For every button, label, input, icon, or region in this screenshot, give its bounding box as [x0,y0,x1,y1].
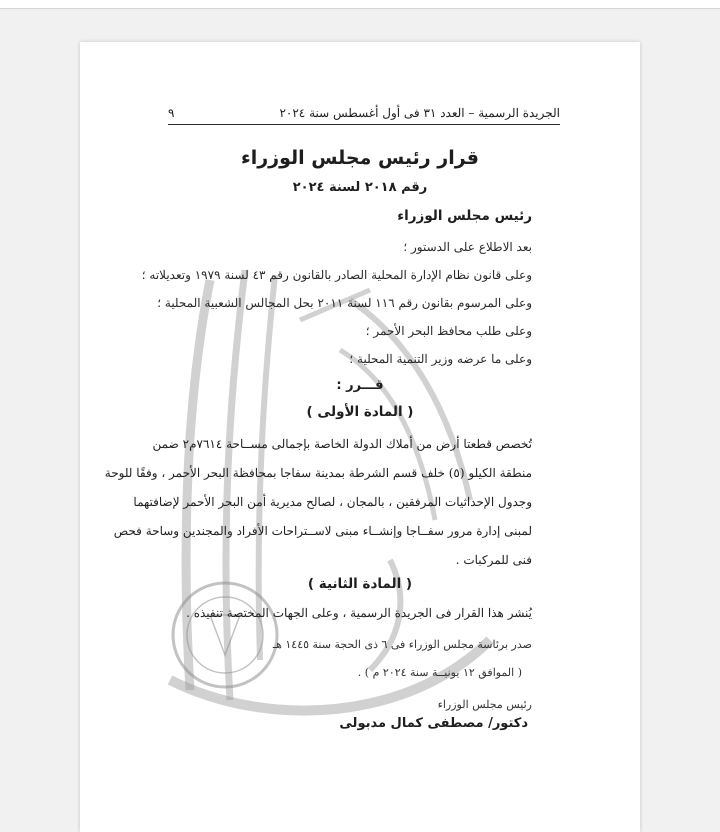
article-1-line: منطقة الكيلو (٥) خلف قسم الشرطة بمدينة سفاجا بمحافظة البحر الأحمر ، وفقًا للوحة [104,466,532,480]
page-number: ٩ [168,106,175,120]
issuer-heading: رئيس مجلس الوزراء [397,208,532,224]
running-header [168,106,560,125]
article-1-line: تُخصص قطعتا أرض من أملاك الدولة الخاصة بإجمالى مســاحة ٧٦١٤م٢ ضمن [152,437,532,451]
signature-name: دكتور/ مصطفى كمال مدبولى [339,716,528,731]
signature-title: رئيس مجلس الوزراء [437,698,532,711]
article-1-title: ( المادة الأولى ) [306,404,414,420]
article-1-line: لمبنى إدارة مرور سفــاجا وإنشــاء مبنى لاســتراحات الأفراد والمجندين وساحة فحص [113,524,532,538]
decree-title: قرار رئيس مجلس الوزراء [241,147,479,169]
running-title: الجريدة الرسمية – العدد ٣١ فى أول أغسطس سنة ٢٠٢٤ [279,106,560,120]
issue-date: صدر برئاسة مجلس الوزراء فى ٦ ذى الحجة سنة ١٤٤٥ هـ [272,638,532,651]
decided-heading: قـــرر : [336,378,384,393]
article-1-line: فنى للمركبات . [455,553,532,567]
preamble-line: وعلى ما عرضه وزير التنمية المحلية ؛ [349,352,532,366]
decree-number: رقم ٢٠١٨ لسنة ٢٠٢٤ [292,180,428,195]
article-2-line: يُنشر هذا القرار فى الجريدة الرسمية ، وعلى الجهات المختصة تنفيذه . [186,606,532,620]
preamble-line: وعلى طلب محافظ البحر الأحمر ؛ [365,324,532,338]
corresponding-date: ( الموافق ١٢ يونيــة سنة ٢٠٢٤ م ) . [357,666,522,679]
article-2-title: ( المادة الثانية ) [307,576,413,592]
preamble-line: بعد الاطلاع على الدستور ؛ [403,240,532,254]
preamble-line: وعلى المرسوم بقانون رقم ١١٦ لسنة ٢٠١١ بحل المجالس الشعبية المحلية ؛ [157,296,532,310]
preamble-line: وعلى قانون نظام الإدارة المحلية الصادر بالقانون رقم ٤٣ لسنة ١٩٧٩ وتعديلاته ؛ [141,268,532,282]
article-1-line: وجدول الإحداثيات المرفقين ، بالمجان ، لصالح مديرية أمن البحر الأحمر لإضافتهما [133,495,532,509]
